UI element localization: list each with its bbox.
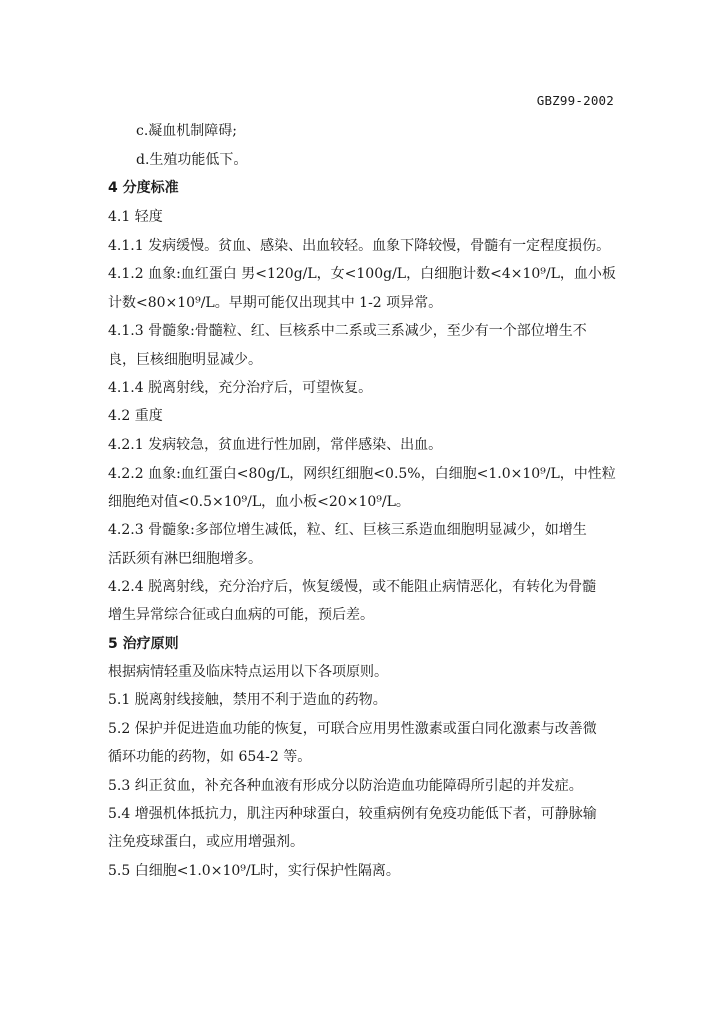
paragraph-4-2-1: 4.2.1 发病较急，贫血进行性加剧，常伴感染、出血。 [108,437,443,453]
paragraph-4-1-3: 4.1.3 骨髓象:骨髓粒、红、巨核系中二系或三系减少，至少有一个部位增生不 [108,323,587,339]
paragraph-4-1-1: 4.1.1 发病缓慢。贫血、感染、出血较轻。血象下降较慢，骨髓有一定程度损伤。 [108,238,611,254]
paragraph-5-2: 5.2 保护并促进造血功能的恢复，可联合应用男性激素或蛋白同化激素与改善微 [108,721,597,737]
item-d: d.生殖功能低下。 [136,152,248,168]
subsection-heading-4-2: 4.2 重度 [108,408,163,424]
paragraph-4-2-2-cont: 细胞绝对值<0.5×10⁹/L，血小板<20×10⁹/L。 [108,494,410,510]
paragraph-5-4: 5.4 增强机体抵抗力，肌注丙种球蛋白，较重病例有免疫功能低下者，可静脉输 [108,806,597,822]
paragraph-4-1-2: 4.1.2 血象:血红蛋白 男<120g/L，女<100g/L，白细胞计数<4×10⁹/L，血小板 [108,266,616,282]
paragraph-5-2-cont: 循环功能的药物，如 654-2 等。 [108,749,312,765]
paragraph-5-5: 5.5 白细胞<1.0×10⁹/L时，实行保护性隔离。 [108,863,400,879]
subsection-heading-4-1: 4.1 轻度 [108,209,163,225]
paragraph-4-2-3-cont: 活跃须有淋巴细胞增多。 [108,551,262,567]
paragraph-5-intro: 根据病情轻重及临床特点运用以下各项原则。 [108,664,388,680]
paragraph-4-2-4: 4.2.4 脱离射线，充分治疗后，恢复缓慢，或不能阻止病情恶化，有转化为骨髓 [108,579,597,595]
paragraph-4-2-4-cont: 增生异常综合征或白血病的可能，预后差。 [108,607,374,623]
paragraph-4-2-3: 4.2.3 骨髓象:多部位增生减低，粒、红、巨核三系造血细胞明显减少，如增生 [108,522,587,538]
paragraph-4-2-2: 4.2.2 血象:血红蛋白<80g/L，网织红细胞<0.5%，白细胞<1.0×10⁹/L，中性粒 [108,466,616,482]
item-c: c.凝血机制障碍; [136,123,238,139]
standard-code: GBZ99-2002 [536,93,614,108]
paragraph-5-1: 5.1 脱离射线接触，禁用不利于造血的药物。 [108,692,387,708]
paragraph-4-1-2-cont: 计数<80×10⁹/L。早期可能仅出现其中 1-2 项异常。 [108,295,443,311]
paragraph-5-3: 5.3 纠正贫血，补充各种血液有形成分以防治造血功能障碍所引起的并发症。 [108,778,583,794]
paragraph-4-1-3-cont: 良，巨核细胞明显减少。 [108,352,262,368]
section-heading-4: 4 分度标准 [108,180,179,196]
paragraph-5-4-cont: 注免疫球蛋白，或应用增强剂。 [108,834,304,850]
paragraph-4-1-4: 4.1.4 脱离射线，充分治疗后，可望恢复。 [108,380,373,396]
section-heading-5: 5 治疗原则 [108,636,179,652]
